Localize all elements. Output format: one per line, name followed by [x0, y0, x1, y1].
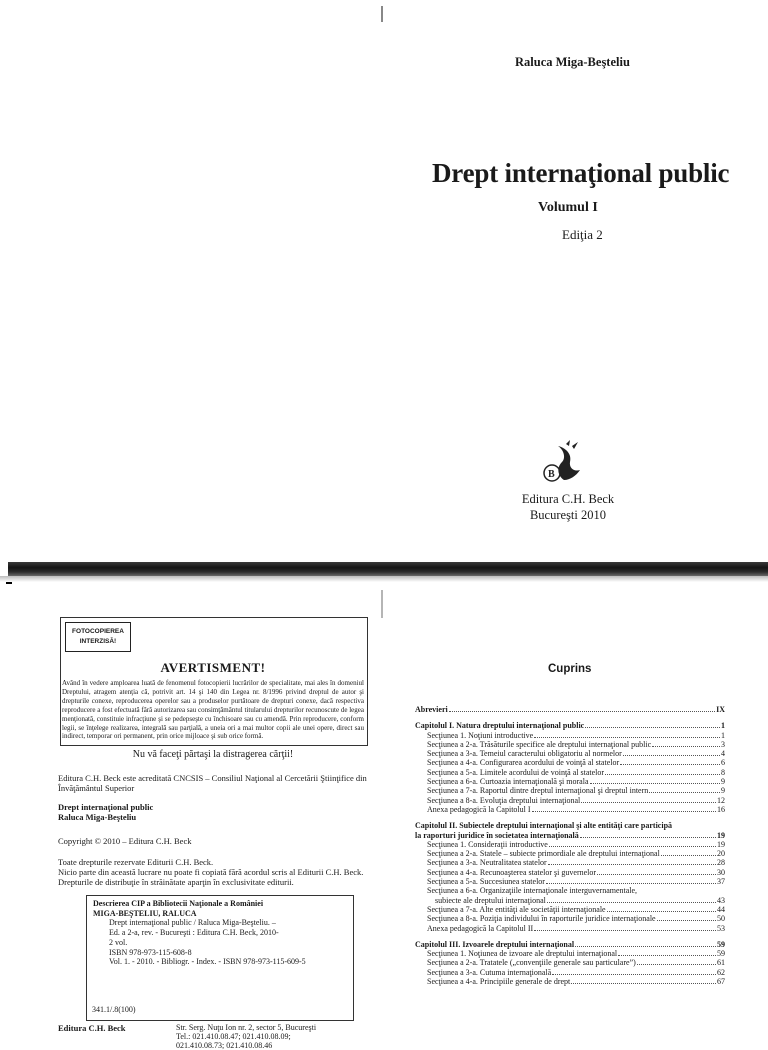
- toc-entry: Secţiunea 1. Noţiunea de izvoare ale dreptului internaţional 59: [427, 949, 725, 959]
- address-line: 021.410.08.73; 021.410.08.46: [176, 1041, 273, 1050]
- toc-entry: Secţiunea a 7-a. Alte entităţi ale societăţii internaţionale 44: [427, 904, 725, 914]
- address-line: Tel.: 021.410.08.47; 021.410.08.09;: [176, 1032, 291, 1041]
- toc-entry: Secţiunea a 3-a. Neutralitatea statelor 28: [427, 858, 725, 868]
- toc-heading: Cuprins: [548, 663, 592, 675]
- warning-text: Având în vedere amploarea luată de fenomenul fotocopierii lucrărilor de specialitate, mai ales în domeniul Dreptului, atragem atenţia că, potrivit art. 14 şi 140 din Legea nr. 8/1996 privind dreptul de autor şi drepturile conexe, reproducerea operelor sau a produselor purtătoare de drepturi conexe, dacă respectiva reproducere a fost efectuată fără autorizarea sau consimţământul titularului drepturilor recunoscute de legea menţionată, constituie infracţiune şi se pedepseşte cu închisoare sau cu amendă. Prin reproducere, conform legii, se înţelege realizarea, integrală sau parţială, a uneia ori a mai multor copii ale unei opere, direct sau indirect, temporar ori permanent, prin orice mijloace şi sub orice formă.: [62, 679, 364, 741]
- toc-entry: Secţiunea 1. Noţiuni introductive 1: [427, 730, 725, 740]
- toc-chapter: la raporturi juridice în societatea internaţională 19: [415, 830, 725, 840]
- page-divider-shadow: [0, 576, 768, 582]
- accreditation-note: Editura C.H. Beck este acreditată CNCSIS – Consiliul Naţional al Cercetării Ştiinţifice din Învăţământul Superior: [58, 773, 367, 793]
- toc-entry: Secţiunea a 2-a. Statele – subiecte primordiale ale dreptului internaţional 20: [427, 849, 725, 859]
- cover-author: Raluca Miga-Beşteliu: [515, 55, 630, 69]
- toc-entry: Anexa pedagogică la Capitolul II 53: [427, 923, 725, 933]
- table-of-contents: [415, 705, 725, 986]
- toc-entry: Secţiunea 1. Consideraţii introductive 19: [427, 839, 725, 849]
- imprint-book-author: Raluca Miga-Beşteliu: [58, 812, 137, 822]
- warning-title: AVERTISMENT!: [160, 660, 266, 675]
- toc-entry: Secţiunea a 2-a. Tratatele („convenţiile generale sau particulare”) 61: [427, 958, 725, 968]
- toc-entry: Secţiunea a 3-a. Temeiul caracterului obligatoriu al normelor 4: [427, 749, 725, 759]
- toc-entry: Secţiunea a 8-a. Poziţia individului în raporturile juridice internaţionale 50: [427, 914, 725, 924]
- imprint-book: [58, 802, 368, 822]
- rights-line: Nicio parte din această lucrare nu poate fi copiată fără acordul scris al Editurii C.H. Beck.: [58, 867, 364, 877]
- svg-text:B: B: [548, 469, 555, 480]
- toc-entry: Secţiunea a 5-a. Succesiunea statelor 37: [427, 877, 725, 887]
- rights-line: Toate drepturile rezervate Editurii C.H. Beck.: [58, 857, 214, 867]
- scan-mark: [381, 590, 383, 618]
- toc-entry: subiecte ale dreptului internaţional 43: [435, 895, 725, 905]
- toc-chapter: Capitolul I. Natura dreptului internaţional public 1: [415, 721, 725, 731]
- copy-stamp: FOTOCOPIEREA INTERZISĂ!: [65, 622, 131, 652]
- publisher-logo-icon: [536, 440, 588, 484]
- warning-footer: Nu vă faceţi părtaşi la distragerea cărţii!: [132, 749, 294, 760]
- toc-entry: Anexa pedagogică la Capitolul I 16: [427, 804, 725, 814]
- address-line: Str. Serg. Nuţu Ion nr. 2, sector 5, Bucureşti: [176, 1023, 317, 1032]
- cip-box: [86, 895, 354, 1021]
- cover-title: Drept internaţional public: [432, 158, 730, 188]
- scan-mark: [6, 582, 12, 584]
- toc-entry: Secţiunea a 5-a. Limitele acordului de voinţă al statelor 8: [427, 767, 725, 777]
- toc-entry: Secţiunea a 4-a. Principiile generale de drept 67: [427, 977, 725, 987]
- cip-line: Vol. 1. - 2010. - Bibliogr. - Index. - ISBN 978-973-115-609-5: [109, 957, 306, 967]
- toc-entry-line: Secţiunea a 6-a. Organizaţiile internaţionale interguvernamentale,: [427, 886, 638, 896]
- cip-line: MIGA-BEŞTELIU, RALUCA: [93, 908, 197, 918]
- cover-edition: Ediţia 2: [562, 227, 603, 242]
- cover-volume: Volumul I: [538, 200, 598, 215]
- toc-entry: Secţiunea a 6-a. Curtoazia internaţională şi morala 9: [427, 777, 725, 787]
- cover-city-year: Bucureşti 2010: [529, 508, 607, 522]
- cip-line: 2 vol.: [109, 937, 128, 947]
- cip-line: Ed. a 2-a, rev. - Bucureşti : Editura C.H. Beck, 2010-: [109, 928, 279, 938]
- toc-entry: Abrevieri IX: [415, 705, 725, 714]
- page-divider: [8, 562, 768, 576]
- toc-entry: Secţiunea a 2-a. Trăsăturile specifice ale dreptului internaţional public 3: [427, 739, 725, 749]
- toc-entry: Secţiunea a 4-a. Recunoaşterea statelor şi guvernelor 30: [427, 867, 725, 877]
- cip-line: Drept internaţional public / Raluca Miga-Beşteliu. –: [109, 918, 276, 928]
- toc-chapter: Capitolul III. Izvoarele dreptului internaţional 59: [415, 939, 725, 949]
- toc-entry: Secţiunea a 4-a. Configurarea acordului de voinţă al statelor 6: [427, 758, 725, 768]
- rights-notice: [58, 857, 368, 887]
- imprint-book-title: Drept internaţional public: [58, 802, 154, 812]
- address-lines: [176, 1023, 316, 1050]
- scan-mark: [381, 6, 383, 22]
- copyright: Copyright © 2010 – Editura C.H. Beck: [58, 836, 192, 846]
- toc-entry: Secţiunea a 7-a. Raportul dintre dreptul internaţional şi dreptul intern 9: [427, 786, 725, 796]
- address-name: Editura C.H. Beck: [58, 1023, 126, 1033]
- cip-line: Descrierea CIP a Bibliotecii Naţionale a României: [93, 899, 264, 908]
- toc-entry: Secţiunea a 3-a. Cutuma internaţională 62: [427, 967, 725, 977]
- cover-publisher: Editura C.H. Beck: [521, 492, 615, 506]
- toc-chapter-line: Capitolul II. Subiectele dreptului internaţional şi alte entităţi care participă: [415, 821, 673, 831]
- toc-entry: Secţiunea a 8-a. Evoluţia dreptului internaţional 12: [427, 795, 725, 805]
- rights-line: Drepturile de distribuţie în străinătate aparţin în exclusivitate editurii.: [58, 877, 294, 887]
- cip-line: ISBN 978-973-115-608-8: [109, 947, 192, 957]
- cip-code: 341.1/.8(100): [92, 1005, 136, 1014]
